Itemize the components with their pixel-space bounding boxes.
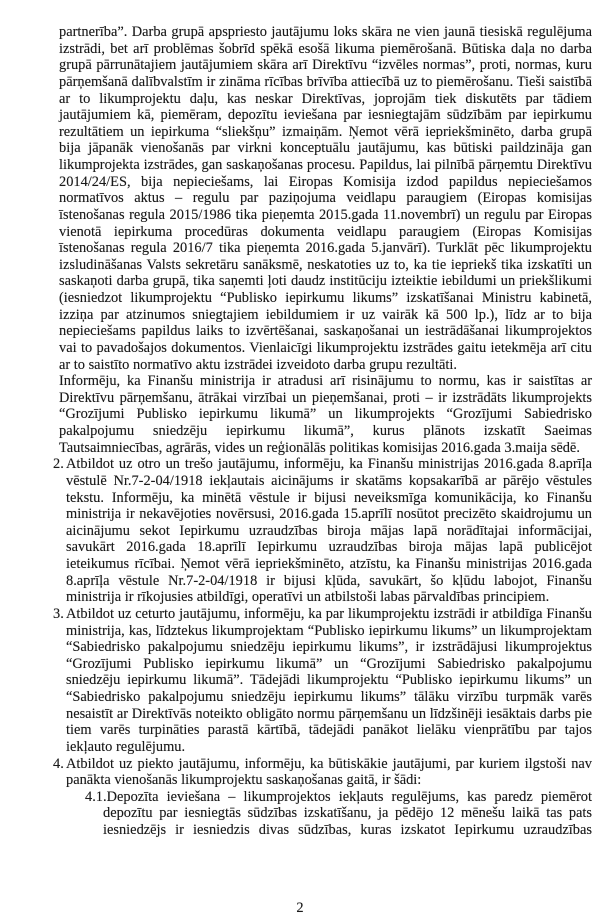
list-item-2 <box>53 456 592 606</box>
page-number: 2 <box>296 900 304 916</box>
item-2-number: 2. <box>53 456 64 473</box>
item-4-1-number: 4.1. <box>85 788 107 805</box>
item-3-text: Atbildot uz ceturto jautājumu, informēju, ka par likumprojektu izstrādi ir atbildīga Finanšu ministrija, kas, līdztekus likumprojektam “Publisko iepirkumu likums” un likumprojektam “Sabiedrisko pakalpojumu sniedzēju iepirkumu likums”, ir izstrādājusi likumprojektus “Grozījumi Publisko iepirkumu likumā” un “Grozījumi Sabiedrisko pakalpojumu sniedzēju iepirkumu likumā”. Tādejādi likumprojektu “Publisko iepirkumu likums” un “Sabiedrisko pakalpojumu sniedzēju iepirkumu likums” tālāku virzību turpmāk varēs nesaistīt ar Direktīvās noteikto obligāto normu pārņemšanu un līdzšinēji iesāktais darbs pie tiem varēs turpināties parastā kārtībā, tādejādi panākot lielāku vienprātību par tajos iekļauto regulējumu. <box>66 605 592 755</box>
list-item-3 <box>53 605 592 756</box>
list-item-4-1 <box>85 788 592 839</box>
item-2-text: Atbildot uz otro un trešo jautājumu, informēju, ka Finanšu ministrijas 2016.gada 8.aprīļa vēstulē Nr.7-2-04/1918 iekļautais aicinājums ir skatāms kopsakarībā ar pārējo vēstules tekstu. Informēju, ka minētā vēstule ir bijusi neveiksmīga komunikācija, ko Finanšu ministrija ir nekavējoties novērsusi, 2016.gada 15.aprīlī nosūtot precizēto skaidrojumu un aicinājumu sekot Iepirkumu uzraudzības biroja mājas lapā norādītajai informācijai, savukārt 2016.gada 18.aprīlī Iepirkumu uzraudzības biroja mājas lapā publicējot ieteikumus rīcībai. Ņemot vērā iepriekšminēto, atzīstu, ka Finanšu ministrijas 2016.gada 8.aprīļa vēstule Nr.7-2-04/1918 ir bijusi kļūda, savukārt, šo kļūdu labojot, Finanšu ministrija ir rīkojusies atbildīgi, operatīvi un atbilstoši labas pārvaldības principiem. <box>66 456 592 606</box>
item-4-text: Atbildot uz piekto jautājumu, informēju, ka būtiskākie jautājumi, par kuriem ilgstoši nav panākta vienošanās likumprojektu saskaņošanas gaitā, ir šādi: <box>66 755 592 789</box>
item1-informeju-paragraph: Informēju, ka Finanšu ministrija ir atradusi arī risinājumu to normu, kas ir saistītas ar Direktīvu pārņemšanu, ātrākai virzībai un pieņemšanai, proti – ir izstrādāts likumprojekts “Grozījumi Publisko iepirkumu likumā” un likumprojekts “Grozījumi Sabiedrisko pakalpojumu sniedzēju iepirkumu likumā”, kurus plānots izskatīt Saeimas Tautsaimniecības, agrārās, vides un reģionālās politikas komisijas 2016.gada 3.maija sēdē. <box>59 373 592 456</box>
item-4-1-text: Depozīta ieviešana – likumprojektos iekļauts regulējums, kas paredz piemērot depozītu par iesniegtās sūdzības izskatīšanu, ja pēdējo 12 mēnešu laikā tas pats iesniedzējs ir iesniedzis divas sūdzības, kuras izskatot Iepirkumu uzraudzības <box>103 788 592 838</box>
item-3-number: 3. <box>53 605 64 622</box>
item1-continuation-paragraph: partnerība”. Darba grupā apspriesto jautājumu loks skāra ne vien jaunā tiesiskā regulējuma izstrādi, bet arī problēmas šobrīd spēkā esošā likuma piemērošanā. Būtiska daļa no darba grupā pārrunātajiem jautājumiem skāra arī Direktīvu “izvēles normas”, proti, normas, kuru pārņemšanā dalībvalstīm ir zināma rīcības brīvība attiecībā uz to piemērošanu. Tieši saistībā ar to likumprojektu daļu, kas neskar Direktīvas, joprojām tiek diskutēts par tādiem jautājumiem kā, piemēram, depozītu ieviešana par iesniegtajām sūdzībām par iepirkumu rezultātiem un iepirkuma “sliekšņu” izmaiņām. Ņemot vērā iepriekšminēto, darba grupā bija jāpanāk vienošanās par virkni konceptuālu jautājumu, kas būtiski paildzināja gan likumprojekta izstrādes, gan saskaņošanas procesu. Papildus, lai pilnībā pārņemtu Direktīvu 2014/24/ES, bija nepieciešams, lai Eiropas Komisija izdod papildus nepieciešamos normatīvos aktus – regulu par paziņojuma veidlapu paraugiem (Eiropas komisijas īstenošanas regula 2015/1986 tika pieņemta 2015.gada 11.novembrī) un regulu par Eiropas vienotā iepirkuma procedūras dokumenta veidlapu paraugiem (Eiropas Komisijas īstenošanas regula 2016/7 tika pieņemta 2016.gada 5.janvārī). Turklāt pēc likumprojektu izsludināšanas Valsts sekretāru sanāksmē, neskatoties uz to, ka tie iepriekš tika izskatīti un saskaņoti darba grupā, tika saņemti ļoti daudz institūciju izteiktie iebildumi un priekšlikumi (iesniedzot likumprojektu “Publisko iepirkumu likums” izskatīšanai Ministru kabinetā, izziņa par atzinumos sniegtajiem iebildumiem ir uz vairāk kā 500 lp.), līdz ar to bija nepieciešams papildus laiks to izvērtēšanai, saskaņošanai un iestrādāšanai likumprojektos vai to pavadošajos dokumentos. Vienlaicīgi likumprojektu izstrādes gaitu ietekmēja arī citu ar to saistīto normatīvo aktu izstrādei izveidoto darba grupu rezultāti. <box>59 24 592 373</box>
list-item-4 <box>53 755 592 839</box>
letter-body <box>0 24 600 839</box>
item-4-number: 4. <box>53 755 64 772</box>
